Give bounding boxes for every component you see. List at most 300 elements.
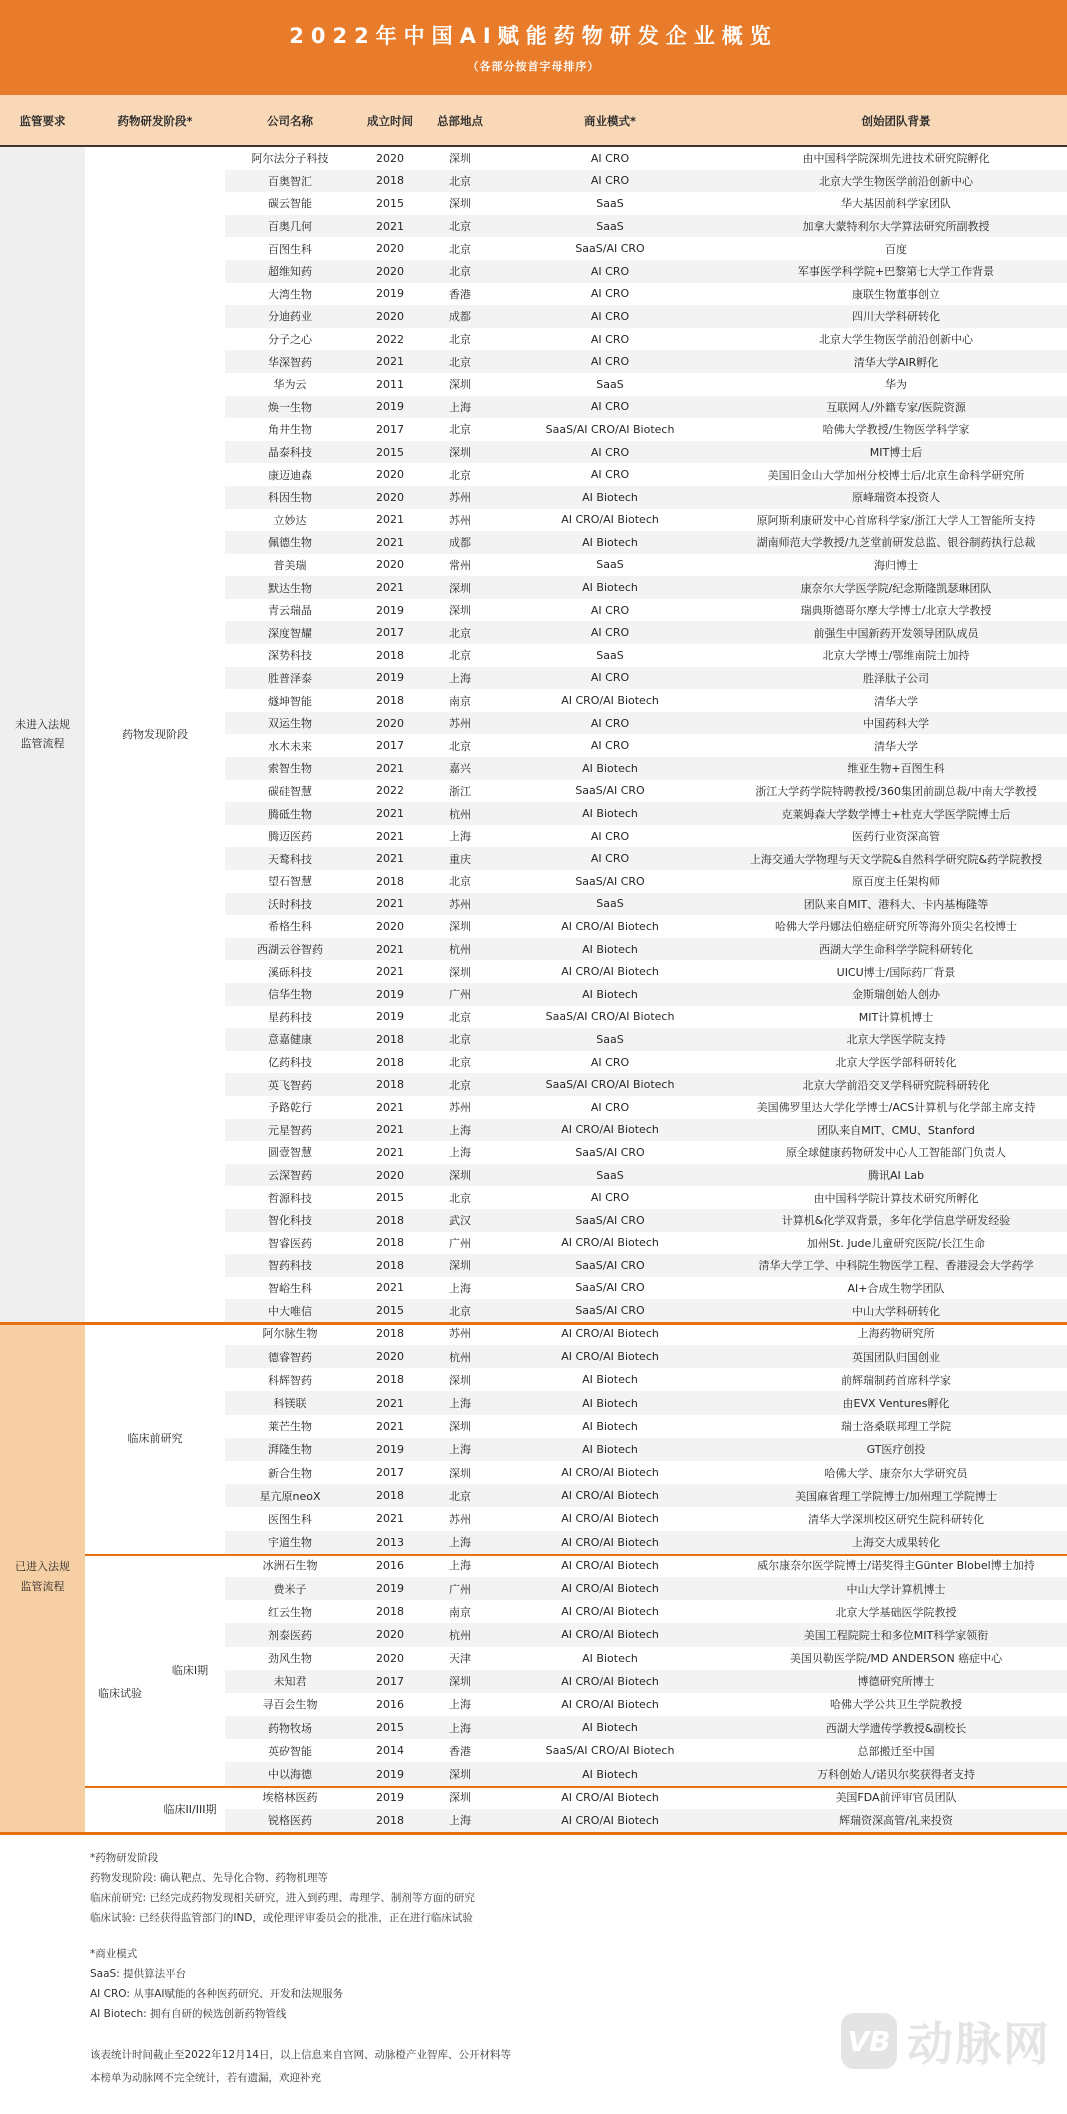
hq-cell: 广州	[425, 1577, 495, 1600]
company-cell: 锐格医药	[225, 1809, 355, 1832]
background-cell: 清华大学工学、中科院生物医学工程、香港浸会大学药学	[725, 1254, 1067, 1277]
company-cell: 科镁联	[225, 1391, 355, 1414]
page-subtitle: （各部分按首字母排序）	[467, 60, 600, 73]
section-divider-3	[85, 1786, 1067, 1788]
model-cell: AI CRO	[495, 667, 725, 690]
background-cell: 由中国科学院深圳先进技术研究院孵化	[802, 152, 990, 166]
model-cell: AI CRO/AI Biotech	[561, 513, 659, 527]
background-cell: 清华大学深圳校区研究生院科研转化	[808, 1512, 985, 1526]
hq-cell: 上海	[425, 1716, 495, 1739]
company-cell: 碳云智能	[268, 197, 313, 211]
founded-cell: 2020	[376, 468, 405, 482]
company-cell: 燧坤智能	[268, 694, 313, 708]
company-cell: 智化科技	[225, 1209, 355, 1232]
founded-cell: 2019	[376, 287, 405, 301]
company-cell: 医图生科	[268, 1512, 313, 1526]
hq-cell: 上海	[425, 667, 495, 690]
founded-cell: 2017	[355, 1670, 425, 1693]
company-cell: 新合生物	[268, 1466, 313, 1480]
model-cell: AI CRO/AI Biotech	[561, 965, 659, 979]
hq-cell: 南京	[449, 694, 472, 708]
regulation-cell: 已进入法规 监管流程	[0, 1322, 85, 1832]
model-cell: SaaS/AI CRO/AI Biotech	[545, 1744, 675, 1758]
header-underline	[0, 145, 1067, 147]
model-cell: AI CRO	[495, 170, 725, 193]
model-cell: AI Biotech	[495, 1438, 725, 1461]
col-header-model: 商业模式*	[495, 95, 725, 147]
model-cell: AI Biotech	[495, 1762, 725, 1785]
model-note-title: *商业模式	[90, 1948, 138, 1960]
model-cell: AI Biotech	[495, 983, 725, 1006]
table-bottom-line	[0, 1832, 1067, 1835]
company-cell: 超维知药	[225, 260, 355, 283]
background-cell: 美国FDA前评审官员团队	[835, 1791, 957, 1805]
company-cell: 百奥几何	[225, 215, 355, 238]
company-cell: 索智生物	[225, 757, 355, 780]
background-cell: 美国麻省理工学院博士/加州理工学院博士	[725, 1484, 1067, 1507]
background-cell: 清华大学	[874, 694, 919, 708]
model-cell: AI CRO	[590, 603, 630, 617]
company-cell: 莱芒生物	[268, 1420, 313, 1434]
hq-cell: 北京	[425, 1299, 495, 1322]
founded-cell: 2018	[355, 1073, 425, 1096]
background-cell: 中山大学计算机博士	[725, 1577, 1067, 1600]
stage-cell: 临床试验	[85, 1554, 155, 1832]
col-header-founded: 成立时间	[355, 95, 425, 147]
founded-cell: 2019	[355, 1438, 425, 1461]
title-banner	[0, 0, 1067, 95]
company-cell: 望石智慧	[268, 875, 313, 889]
founded-cell: 2015	[355, 1716, 425, 1739]
background-cell: 西湖大学遗传学教授&副校长	[725, 1716, 1067, 1739]
model-cell: AI CRO/AI Biotech	[495, 1670, 725, 1693]
background-cell: 哈佛大学、康奈尔大学研究员	[824, 1466, 968, 1480]
founded-cell: 2019	[376, 603, 405, 617]
hq-cell: 上海	[425, 1391, 495, 1414]
background-cell: 前辉瑞制药首席科学家	[841, 1373, 952, 1387]
founded-cell: 2019	[355, 667, 425, 690]
company-cell: 佩德生物	[225, 531, 355, 554]
background-cell: 湖南师范大学教授/九芝堂前研发总监、银谷制药执行总裁	[725, 531, 1067, 554]
founded-cell: 2018	[355, 1484, 425, 1507]
founded-cell: 2017	[355, 621, 425, 644]
hq-cell: 天津	[449, 1652, 472, 1666]
hq-cell: 深圳	[425, 441, 495, 464]
background-cell: 浙江大学药学院特聘教授/360集团前副总裁/中南大学教授	[755, 784, 1037, 798]
model-cell: AI CRO	[590, 287, 630, 301]
company-cell: 大湾生物	[268, 287, 313, 301]
hq-cell: 苏州	[425, 893, 495, 916]
founded-cell: 2021	[376, 1145, 405, 1159]
company-cell: 腾迈医药	[268, 830, 313, 844]
model-cell: AI CRO	[590, 1191, 630, 1205]
model-cell: AI CRO	[590, 739, 630, 753]
hq-cell: 杭州	[425, 802, 495, 825]
model-cell: AI Biotech	[495, 486, 725, 509]
company-cell: 哲源科技	[268, 1191, 313, 1205]
table-row	[0, 1786, 1067, 1809]
model-cell: SaaS/AI CRO	[495, 1254, 725, 1277]
model-cell: AI CRO/AI Biotech	[561, 1558, 659, 1572]
company-cell: 劲风生物	[268, 1652, 313, 1666]
col-header-background: 创始团队背景	[725, 95, 1067, 147]
model-cell: AI CRO/AI Biotech	[495, 1345, 725, 1368]
company-cell: 科因生物	[225, 486, 355, 509]
hq-cell: 北京	[449, 739, 472, 753]
company-cell: 冰洲石生物	[262, 1559, 318, 1573]
stage-note	[90, 1848, 511, 1928]
hq-cell: 上海	[449, 1559, 472, 1573]
hq-cell: 香港	[449, 287, 472, 301]
founded-cell: 2018	[376, 874, 405, 888]
hq-cell: 深圳	[425, 1254, 495, 1277]
hq-cell: 上海	[449, 1146, 472, 1160]
model-cell: AI CRO/AI Biotech	[495, 1577, 725, 1600]
model-cell: AI Biotech	[582, 1419, 638, 1433]
company-cell: 康迈迪森	[268, 468, 313, 482]
company-cell: 阿尔脉生物	[262, 1327, 318, 1341]
vbdata-logo	[841, 2008, 1051, 2074]
model-cell: SaaS/AI CRO/AI Biotech	[545, 1010, 675, 1024]
col-header-stage: 药物研发阶段*	[85, 95, 225, 147]
stage-cell: 临床前研究	[85, 1322, 225, 1554]
model-cell: AI CRO	[590, 468, 630, 482]
hq-cell: 北京	[449, 649, 472, 663]
founded-cell: 2016	[376, 1697, 405, 1711]
company-cell: 华为云	[273, 378, 307, 392]
founded-cell: 2021	[355, 1119, 425, 1142]
background-cell: 辉瑞资深高管/礼来投资	[725, 1809, 1067, 1832]
col-header-hq: 总部地点	[425, 95, 495, 147]
founded-cell: 2018	[376, 648, 405, 662]
background-cell: GT医疗创投	[725, 1438, 1067, 1461]
founded-cell: 2017	[376, 422, 405, 436]
founded-cell: 2021	[376, 965, 405, 979]
company-cell: 予路乾行	[268, 1101, 313, 1115]
company-cell: 湃隆生物	[225, 1438, 355, 1461]
hq-cell: 上海	[425, 396, 495, 419]
background-cell: 康奈尔大学医学院/纪念斯隆凯瑟琳团队	[725, 576, 1067, 599]
model-cell: AI CRO	[590, 829, 630, 843]
model-cell: AI Biotech	[582, 1373, 638, 1387]
company-cell: 埃格林医药	[262, 1791, 318, 1805]
background-cell: 瑞典斯德哥尔摩大学博士/北京大学教授	[800, 604, 992, 618]
founded-cell: 2021	[355, 757, 425, 780]
model-cell: SaaS/AI CRO	[495, 1209, 725, 1232]
founded-cell: 2021	[355, 215, 425, 238]
company-cell: 百图生科	[268, 242, 313, 256]
background-cell: 北京大学医学部科研转化	[835, 1056, 957, 1070]
background-cell: 前强生中国新药开发领导团队成员	[725, 621, 1067, 644]
hq-cell: 北京	[425, 1073, 495, 1096]
footnotes	[90, 1848, 511, 2090]
model-cell: AI CRO/AI Biotech	[561, 1512, 659, 1526]
founded-cell: 2017	[376, 739, 405, 753]
table-section	[0, 1322, 1067, 1832]
company-cell: 寻百会生物	[262, 1698, 318, 1712]
founded-cell: 2018	[355, 1254, 425, 1277]
company-cell: 西湖云谷智药	[225, 938, 355, 961]
founded-cell: 2021	[355, 938, 425, 961]
substage-cell: 临床I期	[155, 1554, 225, 1786]
founded-cell: 2021	[376, 829, 405, 843]
model-cell: SaaS	[596, 648, 624, 662]
background-cell: 胜泽肽子公司	[725, 667, 1067, 690]
model-cell: AI CRO/AI Biotech	[495, 1531, 725, 1554]
stage-note-line: 药物发现阶段: 确认靶点、先导化合物、药物机理等	[90, 1872, 328, 1884]
model-cell: SaaS	[495, 1164, 725, 1187]
background-cell: 西湖大学生命科学学院科研转化	[725, 938, 1067, 961]
company-cell: 默达生物	[225, 576, 355, 599]
company-cell: 胜普泽泰	[225, 667, 355, 690]
regulation-cell: 未进入法规 监管流程	[0, 147, 85, 1322]
stage-note-line: 临床试验: 已经获得监管部门的IND，或伦理评审委员会的批准，正在进行临床试验	[90, 1912, 473, 1924]
hq-cell: 深圳	[449, 1466, 472, 1480]
founded-cell: 2018	[376, 694, 405, 708]
founded-cell: 2021	[355, 847, 425, 870]
background-cell: 北京大学医学院支持	[725, 1028, 1067, 1051]
company-cell: 科辉智药	[268, 1373, 313, 1387]
stage-note-line: 临床前研究: 已经完成药物发现相关研究，进入到药理、毒理学、制剂等方面的研究	[90, 1892, 475, 1904]
founded-cell: 2018	[355, 170, 425, 193]
table-row	[0, 1554, 1067, 1577]
company-cell: 费米子	[225, 1577, 355, 1600]
hq-cell: 苏州	[425, 486, 495, 509]
company-cell: 亿药科技	[268, 1056, 313, 1070]
model-cell: AI CRO	[495, 260, 725, 283]
company-cell: 云深智药	[225, 1164, 355, 1187]
table-row	[0, 147, 1067, 170]
model-note-line: AI Biotech: 拥有自研的候选创新药物管线	[90, 2008, 287, 2020]
background-cell: 万科创始人/诺贝尔奖获得者支持	[725, 1762, 1067, 1785]
model-cell: AI CRO/AI Biotech	[495, 1809, 725, 1832]
hq-cell: 北京	[425, 621, 495, 644]
source-line: 本榜单为动脉网不完全统计，若有遗漏，欢迎补充	[90, 2072, 321, 2084]
background-cell: AI+合成生物学团队	[847, 1281, 945, 1295]
background-cell: 加州St. Jude儿童研究医院/长江生命	[807, 1236, 985, 1250]
hq-cell: 上海	[425, 1438, 495, 1461]
background-cell: 计算机&化学双背景，多年化学信息学研发经验	[725, 1209, 1067, 1232]
model-cell: AI Biotech	[495, 802, 725, 825]
background-cell: 哈佛大学丹娜法伯癌症研究所等海外顶尖名校博士	[775, 920, 1018, 934]
model-cell: AI CRO	[590, 332, 630, 346]
founded-cell: 2019	[376, 1790, 405, 1804]
model-cell: AI CRO	[495, 712, 725, 735]
background-cell: 美国佛罗里达大学化学博士/ACS计算机与化学部主席支持	[756, 1101, 1036, 1115]
hq-cell: 北京	[425, 1028, 495, 1051]
hq-cell: 上海	[425, 1531, 495, 1554]
hq-cell: 北京	[449, 1010, 472, 1024]
company-cell: 药物牧场	[225, 1716, 355, 1739]
background-cell: 康联生物董事创立	[852, 287, 941, 301]
model-cell: SaaS	[495, 893, 725, 916]
model-cell: AI CRO	[590, 1055, 630, 1069]
background-cell: 克莱姆森大学数学博士+杜克大学医学院博士后	[725, 802, 1067, 825]
founded-cell: 2018	[355, 1809, 425, 1832]
background-cell: 清华大学AIR孵化	[725, 350, 1067, 373]
model-cell: SaaS/AI CRO/AI Biotech	[495, 1073, 725, 1096]
stage-note-title: *药物研发阶段	[90, 1852, 159, 1864]
background-cell: 中国药科大学	[725, 712, 1067, 735]
background-cell: 由中国科学院计算技术研究所孵化	[813, 1191, 979, 1205]
company-cell: 元星智药	[225, 1119, 355, 1142]
founded-cell: 2020	[355, 1345, 425, 1368]
hq-cell: 苏州	[449, 1512, 472, 1526]
model-cell: SaaS/AI CRO	[575, 242, 645, 256]
hq-cell: 北京	[449, 423, 472, 437]
hq-cell: 上海	[449, 1698, 472, 1712]
hq-cell: 北京	[449, 468, 472, 482]
founded-cell: 2021	[376, 1281, 405, 1295]
hq-cell: 北京	[425, 170, 495, 193]
background-cell: 美国工程院院士和多位MIT科学家领衔	[725, 1623, 1067, 1646]
hq-cell: 北京	[449, 1191, 472, 1205]
hq-cell: 深圳	[449, 1420, 472, 1434]
hq-cell: 深圳	[449, 920, 472, 934]
model-note-line: AI CRO: 从事AI赋能的各种医药研究、开发和法规服务	[90, 1988, 343, 2000]
founded-cell: 2015	[376, 196, 405, 210]
hq-cell: 杭州	[425, 1623, 495, 1646]
hq-cell: 上海	[449, 1281, 472, 1295]
background-cell: 团队来自MIT、港科大、卡内基梅隆等	[725, 893, 1067, 916]
company-cell: 角井生物	[268, 423, 313, 437]
hq-cell: 成都	[425, 531, 495, 554]
founded-cell: 2015	[376, 1191, 405, 1205]
company-cell: 中大唯信	[225, 1299, 355, 1322]
background-cell: 上海药物研究所	[857, 1327, 935, 1341]
model-cell: SaaS	[596, 558, 624, 572]
company-cell: 腾砥生物	[225, 802, 355, 825]
background-cell: 清华大学	[874, 739, 919, 753]
model-cell: AI Biotech	[495, 576, 725, 599]
hq-cell: 杭州	[425, 1345, 495, 1368]
hq-cell: 苏州	[449, 1327, 472, 1341]
hq-cell: 南京	[449, 1605, 472, 1619]
background-cell: MIT计算机博士	[858, 1010, 934, 1024]
hq-cell: 苏州	[425, 712, 495, 735]
col-header-company: 公司名称	[225, 95, 355, 147]
hq-cell: 北京	[449, 242, 472, 256]
company-cell: 沃时科技	[225, 893, 355, 916]
company-cell: 分迪药业	[225, 305, 355, 328]
model-cell: SaaS/AI CRO/AI Biotech	[545, 422, 675, 436]
hq-cell: 深圳	[425, 576, 495, 599]
company-cell: 希格生科	[268, 920, 313, 934]
founded-cell: 2021	[376, 1419, 405, 1433]
company-cell: 英飞智药	[225, 1073, 355, 1096]
founded-cell: 2018	[376, 1326, 405, 1340]
hq-cell: 苏州	[449, 513, 472, 527]
founded-cell: 2020	[355, 712, 425, 735]
hq-cell: 常州	[449, 558, 472, 572]
background-cell: 瑞士洛桑联邦理工学院	[841, 1420, 952, 1434]
model-cell: AI Biotech	[495, 1716, 725, 1739]
company-cell: 双运生物	[225, 712, 355, 735]
hq-cell: 深圳	[449, 965, 472, 979]
founded-cell: 2020	[355, 1623, 425, 1646]
company-cell: 英矽智能	[268, 1744, 313, 1758]
company-cell: 百奥智汇	[225, 170, 355, 193]
model-cell: SaaS/AI CRO	[495, 1299, 725, 1322]
background-cell: 维亚生物+百图生科	[725, 757, 1067, 780]
background-cell: 威尔康奈尔医学院博士/诺奖得主Günter Blobel博士加持	[757, 1559, 1035, 1573]
hq-cell: 深圳	[449, 197, 472, 211]
founded-cell: 2018	[376, 1236, 405, 1250]
model-cell: AI CRO/AI Biotech	[495, 1484, 725, 1507]
hq-cell: 上海	[425, 1809, 495, 1832]
vb-logo-text: 动脉网	[907, 2017, 1051, 2071]
company-cell: 德睿智药	[225, 1345, 355, 1368]
background-cell: 华为	[885, 378, 908, 392]
founded-cell: 2021	[355, 802, 425, 825]
model-cell: SaaS/AI CRO	[575, 874, 645, 888]
model-cell: AI Biotech	[495, 531, 725, 554]
background-cell: 腾讯AI Lab	[725, 1164, 1067, 1187]
founded-cell: 2020	[376, 242, 405, 256]
model-cell: AI CRO/AI Biotech	[561, 919, 659, 933]
hq-cell: 深圳	[425, 1762, 495, 1785]
company-cell: 红云生物	[268, 1605, 313, 1619]
model-cell: AI CRO/AI Biotech	[495, 1623, 725, 1646]
founded-cell: 2019	[355, 396, 425, 419]
hq-cell: 成都	[425, 305, 495, 328]
hq-cell: 上海	[425, 1119, 495, 1142]
founded-cell: 2018	[376, 1605, 405, 1619]
hq-cell: 杭州	[425, 938, 495, 961]
background-cell: 北京大学生物医学前沿创新中心	[819, 333, 974, 347]
hq-cell: 北京	[449, 1056, 472, 1070]
founded-cell: 2019	[355, 1762, 425, 1785]
model-cell: SaaS	[596, 377, 624, 391]
companies-table	[0, 95, 1067, 1832]
founded-cell: 2020	[355, 1164, 425, 1187]
header-row	[0, 95, 1067, 147]
hq-cell: 香港	[449, 1744, 472, 1758]
background-cell: 英国团队归国创业	[725, 1345, 1067, 1368]
model-cell: AI CRO	[495, 305, 725, 328]
model-cell: SaaS/AI CRO	[575, 784, 645, 798]
company-cell: 水木未来	[268, 739, 313, 753]
model-cell: SaaS/AI CRO	[575, 1281, 645, 1295]
company-cell: 意嘉健康	[225, 1028, 355, 1051]
company-cell: 深势科技	[268, 649, 313, 663]
hq-cell: 武汉	[425, 1209, 495, 1232]
background-cell: 中山大学科研转化	[725, 1299, 1067, 1322]
company-cell: 智药科技	[225, 1254, 355, 1277]
source-note	[90, 2044, 511, 2090]
model-cell: SaaS/AI CRO	[575, 1145, 645, 1159]
company-cell: 智睿医药	[268, 1236, 313, 1250]
background-cell: 北京大学基础医学院教授	[835, 1605, 957, 1619]
background-cell: 军事医学科学院+巴黎第七大学工作背景	[725, 260, 1067, 283]
founded-cell: 2015	[355, 441, 425, 464]
background-cell: 北京大学博士/鄂维南院士加持	[822, 649, 970, 663]
company-cell: 宇道生物	[225, 1531, 355, 1554]
founded-cell: 2014	[376, 1744, 405, 1758]
founded-cell: 2019	[355, 1577, 425, 1600]
founded-cell: 2020	[376, 919, 405, 933]
source-line: 该表统计时间截止至2022年12月14日，以上信息来自官网、动脉橙产业智库、公开材料等	[90, 2049, 511, 2061]
founded-cell: 2021	[355, 893, 425, 916]
background-cell: MIT博士后	[725, 441, 1067, 464]
background-cell: 团队来自MIT、CMU、Stanford	[725, 1119, 1067, 1142]
model-cell: AI Biotech	[582, 1651, 638, 1665]
background-cell: 原全球健康药物研发中心人工智能部门负责人	[786, 1146, 1007, 1160]
company-cell: 星药科技	[268, 1010, 313, 1024]
background-cell: 哈佛大学公共卫生学院教授	[830, 1698, 963, 1712]
model-cell: AI CRO	[495, 621, 725, 644]
background-cell: 四川大学科研转化	[725, 305, 1067, 328]
